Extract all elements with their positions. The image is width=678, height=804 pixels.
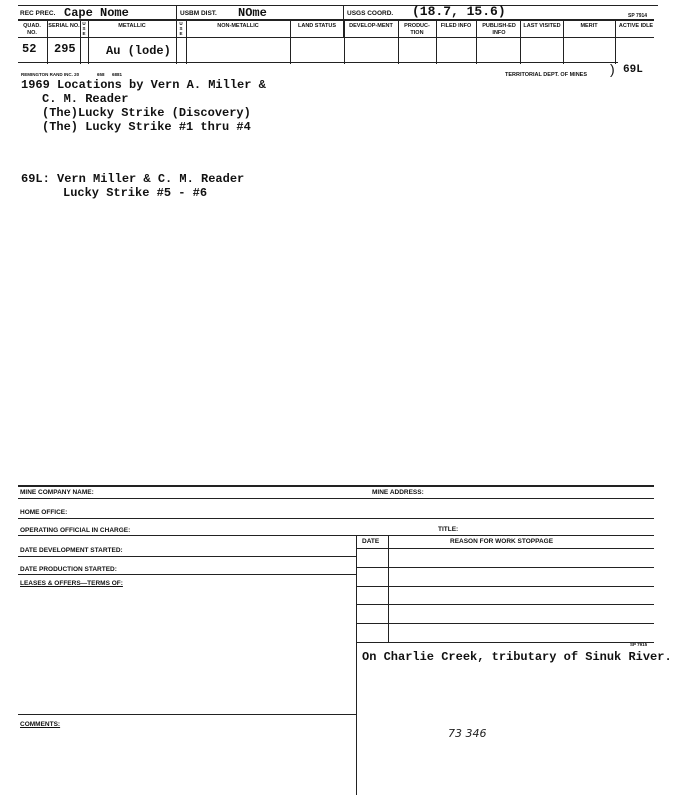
development-header: DEVELOP-MENT: [349, 23, 393, 29]
paren-mark: ): [610, 61, 615, 77]
non-metallic-header: NON-METALLIC: [217, 23, 259, 29]
printer-mark: REMINGTON RAND INC. 20: [21, 72, 80, 77]
home-office-label: HOME OFFICE:: [20, 509, 68, 516]
merit-header: MERIT: [580, 23, 598, 29]
handwritten-note: 73 346: [448, 727, 487, 740]
published-info-header: PUBLISH-ED INFO: [482, 23, 516, 36]
usgs-coord-label: USGS COORD.: [347, 10, 394, 17]
production-header: PRODUC-TION: [404, 23, 430, 36]
active-idle-header: ACTIVE IDLE: [618, 23, 654, 29]
mine-company-name-label: MINE COMPANY NAME:: [20, 489, 94, 496]
serial-no-value: 295: [54, 42, 76, 56]
metallic-value: Au (lode): [106, 44, 171, 58]
land-status-header: LAND STATUS: [298, 23, 336, 29]
form-number: SP 7914: [628, 13, 648, 19]
usgs-coord-value: (18.7, 15.6): [412, 4, 506, 19]
last-visited-header: LAST VISITED: [523, 23, 561, 29]
metallic-header: METALLIC: [118, 23, 146, 29]
location-note: On Charlie Creek, tributary of Sinuk River.: [362, 650, 672, 664]
title-label: TITLE:: [438, 526, 459, 533]
code-1: 658: [97, 72, 105, 77]
note-line-6: Lucky Strike #5 - #6: [63, 186, 208, 200]
usbm-dist-value: NOme: [238, 6, 267, 20]
leases-offers-label: LEASES & OFFERS—TERMS OF:: [20, 580, 123, 587]
date-development-label: DATE DEVELOPMENT STARTED:: [20, 547, 123, 554]
rec-prec-value: Cape Nome: [64, 6, 129, 20]
date-column-header: DATE: [362, 538, 380, 545]
code-2: 6881: [112, 72, 123, 77]
note-line-3: (The)Lucky Strike (Discovery): [42, 106, 251, 120]
note-line-5: 69L: Vern Miller & C. M. Reader: [21, 172, 245, 186]
quad-no-header: QUAD. NO.: [23, 23, 41, 36]
usbm-dist-label: USBM DIST.: [180, 10, 217, 17]
use-a-header: U S E: [82, 21, 86, 36]
department-label: TERRITORIAL DEPT. OF MINES: [505, 72, 587, 78]
use-b-header: U S E: [179, 21, 183, 36]
form-number-2: SP 7915: [630, 642, 648, 647]
serial-no-header: SERIAL NO.: [48, 23, 80, 29]
note-line-1: 1969 Locations by Vern A. Miller &: [21, 78, 266, 92]
rec-prec-label: REC PREC.: [20, 10, 56, 17]
active-idle-value: 69L: [623, 64, 643, 76]
quad-no-value: 52: [22, 42, 37, 56]
note-line-2: C. M. Reader: [42, 92, 129, 106]
operating-official-label: OPERATING OFFICIAL IN CHARGE:: [20, 527, 131, 534]
note-line-4: (The) Lucky Strike #1 thru #4: [42, 120, 251, 134]
date-production-label: DATE PRODUCTION STARTED:: [20, 566, 117, 573]
mine-address-label: MINE ADDRESS:: [372, 489, 424, 496]
filed-info-header: FILED INFO: [440, 23, 472, 29]
reason-column-header: REASON FOR WORK STOPPAGE: [450, 538, 554, 545]
comments-label: COMMENTS:: [20, 721, 61, 728]
